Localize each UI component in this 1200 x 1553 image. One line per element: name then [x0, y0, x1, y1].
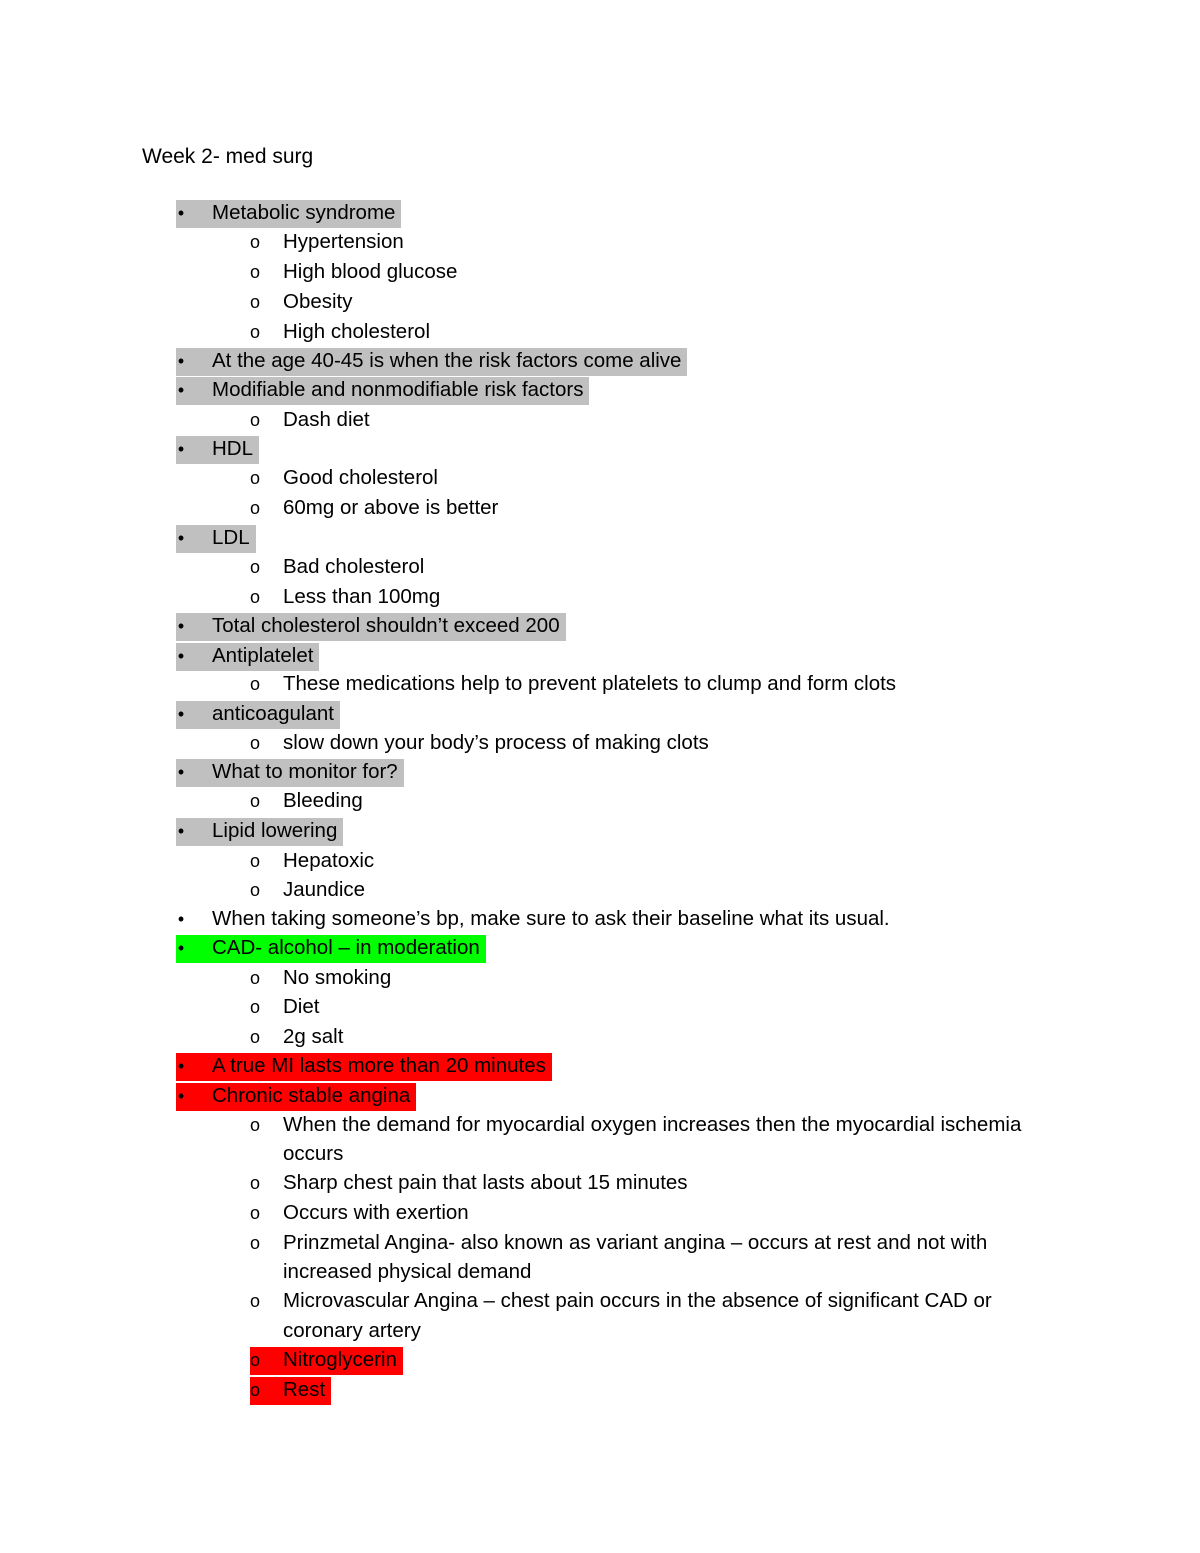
bullet-marker: • [177, 646, 185, 666]
circle-marker: o [249, 262, 260, 282]
list-item-text: anticoagulant [212, 702, 334, 725]
bullet-marker: • [177, 351, 185, 371]
list-item-text: increased physical demand [283, 1260, 532, 1283]
bullet-marker: • [177, 616, 185, 636]
list-item-text: Less than 100mg [283, 585, 441, 608]
list-item-text: Diet [283, 995, 320, 1018]
circle-marker: o [249, 1233, 260, 1253]
circle-marker: o [249, 292, 260, 312]
list-item-text: Modifiable and nonmodifiable risk factors [212, 378, 584, 401]
bullet-marker: • [177, 528, 185, 548]
circle-marker: o [249, 1027, 260, 1047]
list-item-text: occurs [283, 1142, 344, 1165]
list-item-text: Hypertension [283, 230, 404, 253]
list-item-text: Metabolic syndrome [212, 201, 396, 224]
circle-marker: o [249, 557, 260, 577]
circle-marker: o [249, 997, 260, 1017]
list-item-text: Rest [283, 1378, 326, 1401]
document-title: Week 2- med surg [142, 145, 314, 168]
circle-marker: o [249, 733, 260, 753]
circle-marker: o [249, 1203, 260, 1223]
circle-marker: o [249, 498, 260, 518]
circle-marker: o [249, 1350, 260, 1370]
list-item-text: Total cholesterol shouldn’t exceed 200 [212, 614, 560, 637]
list-item-text: Lipid lowering [212, 819, 338, 842]
list-item-text: Good cholesterol [283, 466, 438, 489]
circle-marker: o [249, 322, 260, 342]
list-item-text: 60mg or above is better [283, 496, 499, 519]
list-item-text: Occurs with exertion [283, 1201, 469, 1224]
circle-marker: o [249, 1173, 260, 1193]
list-item-text: coronary artery [283, 1319, 421, 1342]
circle-marker: o [249, 232, 260, 252]
bullet-marker: • [177, 821, 185, 841]
bullet-marker: • [177, 380, 185, 400]
bullet-marker: • [177, 762, 185, 782]
bullet-marker: • [177, 1056, 185, 1076]
list-item-text: No smoking [283, 966, 392, 989]
circle-marker: o [249, 791, 260, 811]
list-item-text: Microvascular Angina – chest pain occurs in the absence of significant CAD or [283, 1289, 992, 1312]
list-item-text: High blood glucose [283, 260, 458, 283]
bullet-marker: • [177, 1086, 185, 1106]
list-item-text: When the demand for myocardial oxygen increases then the myocardial ischemia [283, 1113, 1022, 1136]
list-item-text: Hepatoxic [283, 849, 375, 872]
circle-marker: o [249, 1380, 260, 1400]
list-item-text: A true MI lasts more than 20 minutes [212, 1054, 546, 1077]
list-item-text: LDL [212, 526, 250, 549]
circle-marker: o [249, 968, 260, 988]
circle-marker: o [249, 468, 260, 488]
list-item-text: Antiplatelet [212, 644, 314, 667]
list-item-text: Bad cholesterol [283, 555, 425, 578]
list-item-text: Nitroglycerin [283, 1348, 397, 1371]
circle-marker: o [249, 1115, 260, 1135]
list-item-text: Obesity [283, 290, 353, 313]
list-item-text: Chronic stable angina [212, 1084, 411, 1107]
circle-marker: o [249, 880, 260, 900]
bullet-marker: • [177, 704, 185, 724]
circle-marker: o [249, 1291, 260, 1311]
list-item-text: At the age 40-45 is when the risk factors come alive [212, 349, 682, 372]
circle-marker: o [249, 851, 260, 871]
bullet-marker: • [177, 203, 185, 223]
list-item-text: These medications help to prevent platelets to clump and form clots [283, 672, 897, 695]
list-item-text: CAD- alcohol – in moderation [212, 936, 480, 959]
list-item-text: What to monitor for? [212, 760, 398, 783]
bullet-marker: • [177, 909, 185, 929]
circle-marker: o [249, 410, 260, 430]
circle-marker: o [249, 674, 260, 694]
list-item-text: Prinzmetal Angina- also known as variant angina – occurs at rest and not with [283, 1231, 988, 1254]
list-item-text: 2g salt [283, 1025, 344, 1048]
list-item-text: When taking someone’s bp, make sure to ask their baseline what its usual. [212, 907, 890, 930]
list-item-text: Sharp chest pain that lasts about 15 minutes [283, 1171, 688, 1194]
circle-marker: o [249, 587, 260, 607]
list-item-text: Jaundice [283, 878, 366, 901]
list-item-text: HDL [212, 437, 254, 460]
list-item-text: Bleeding [283, 789, 363, 812]
bullet-marker: • [177, 439, 185, 459]
bullet-marker: • [177, 938, 185, 958]
list-item-text: Dash diet [283, 408, 370, 431]
list-item-text: High cholesterol [283, 320, 430, 343]
list-item-text: slow down your body’s process of making clots [283, 731, 709, 754]
